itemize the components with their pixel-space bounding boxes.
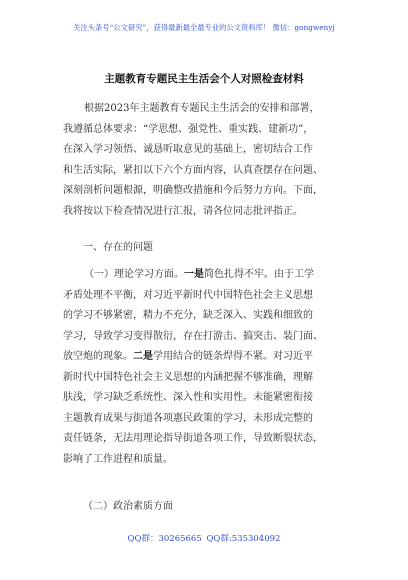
section-heading-political: （二）政治素质方面 [83,501,173,512]
theory-study-paragraph [63,265,350,470]
paragraph-line [63,347,350,368]
emphasis-text: 二是 [133,351,153,362]
subheading-label: （一）理论学习方面。 [84,269,184,280]
paragraph-text: 学用结合的链条焊得不紧。对习近平 [153,351,313,362]
paragraph-text: 简色扎得不牢。由于工学 [204,269,314,280]
document-title: 主题教育专题民主生活会个人对照检查材料 [104,73,304,85]
paragraph-line: 和生活实际，紧扣以下六个方面内容，认真查摆存在问题、 [63,164,323,176]
paragraph-line: 我遵循总体要求：“学思想、强党性、重实践、建新功”， [63,123,314,135]
section-heading-problems: 一、存在的问题 [83,242,153,253]
paragraph-line: 我将按以下检查情况进行汇报，请各位同志批评指正。 [63,205,303,217]
emphasis-text: 一是 [184,269,204,280]
paragraph-line: 主题教育成果与街道各项惠民政策的学习，未形成完整的 [63,412,313,424]
qq-group-footer: QQ群：30265665 QQ群:535304092 [127,534,281,544]
paragraph-line: 责任链条，无法用理论指导街道各项工作，导致断裂状态， [63,433,323,444]
paragraph-line: 肤浅，学习缺乏系统性、深入性和实用性。未能紧密衔接 [63,392,313,403]
paragraph-line: 学习，导致学习变得散衍，存在打游击、搞突击、装门面、 [63,330,323,342]
paragraph-line: 的学习不够紧密，精力不充分，缺乏深入、实践和细致的 [63,310,313,321]
paragraph-line: 影响了工作进程和质量。 [63,453,173,465]
paragraph-line [63,265,350,286]
paragraph-line: 在深入学习领悟、诚恳听取意见的基础上，密切结合工作 [63,144,313,155]
paragraph-text: 放空炮的现象。 [63,351,133,362]
paragraph-line: 新时代中国特色社会主义思想的内涵把握不够准确，理解 [63,371,313,383]
paragraph-line: 根据2023年主题教育专题民主生活会的安排和部署， [84,103,320,114]
promo-banner: 关注头条号“公文研究”，获得最新最全最专业的公文资料库！ 微信：gongwenyj [73,23,335,32]
paragraph-line: 矛盾处理不平衡，对习近平新时代中国特色社会主义思想 [63,289,313,301]
paragraph-line: 深刻剖析问题根源，明确整改措施和今后努力方向。下面， [63,185,323,196]
intro-paragraph [63,99,350,222]
